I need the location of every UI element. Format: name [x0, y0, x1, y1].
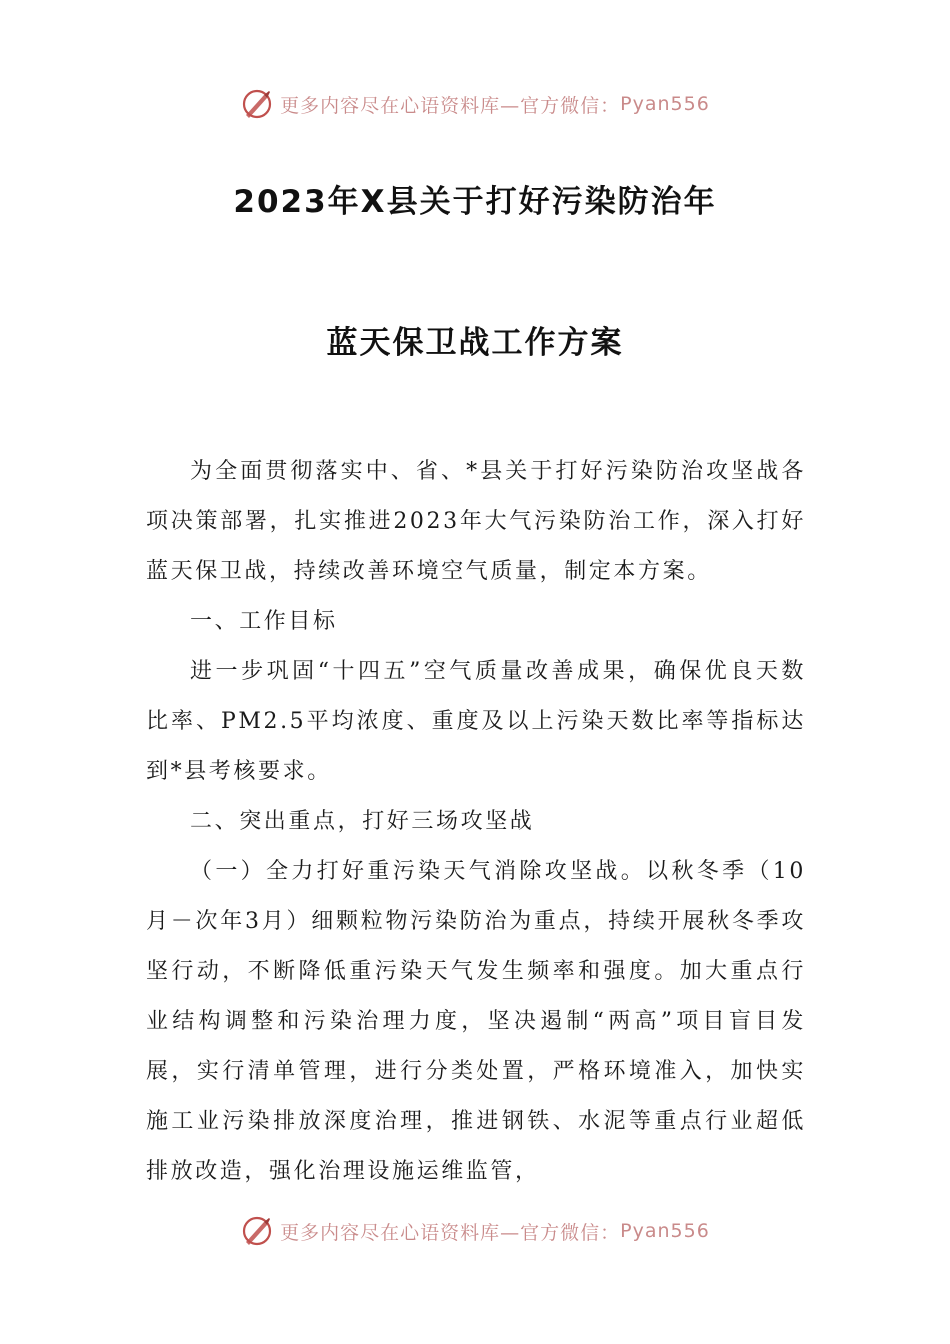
section-heading-key-points: 二、突出重点，打好三场攻坚战	[190, 809, 535, 834]
watermark-header	[0, 84, 950, 124]
watermark-text: 更多内容尽在心语资料库—官方微信：	[280, 94, 621, 117]
document-title-line1: 2023年X县关于打好污染防治年	[233, 184, 717, 220]
paragraph-intro: 为全面贯彻落实中、省、*县关于打好污染防治攻坚战各项决策部署，扎实推进2023年大气污染防治工作，深入打好蓝天保卫战，持续改善环境空气质量，制定本方案。	[146, 459, 806, 584]
watermark-text: 更多内容尽在心语资料库—官方微信：	[280, 1221, 621, 1244]
paragraph-pollution-battle: （一）全力打好重污染天气消除攻坚战。以秋冬季（10月－次年3月）细颗粒物污染防治为重点，持续开展秋冬季攻坚行动，不断降低重污染天气发生频率和强度。加大重点行业结构调整和污染治理力度，坚决遏制“两高”项目盲目发展，实行清单管理，进行分类处置，严格环境准入，加快实施工业污染排放深度治理，推进钢铁、水泥等重点行业超低排放改造，强化治理设施运维监管，	[146, 859, 806, 1184]
watermark-footer	[0, 1211, 950, 1251]
watermark-wechat-id: Pyan556	[620, 93, 710, 115]
paragraph-goals: 进一步巩固“十四五”空气质量改善成果，确保优良天数比率、PM2.5平均浓度、重度及以上污染天数比率等指标达到*县考核要求。	[146, 659, 806, 784]
watermark-wechat-id: Pyan556	[620, 1220, 710, 1242]
pen-logo-icon	[240, 87, 274, 121]
document-title-line2: 蓝天保卫战工作方案	[326, 325, 624, 361]
pen-logo-icon	[240, 1214, 274, 1248]
section-heading-goals: 一、工作目标	[190, 609, 338, 634]
document-body	[146, 447, 806, 1197]
